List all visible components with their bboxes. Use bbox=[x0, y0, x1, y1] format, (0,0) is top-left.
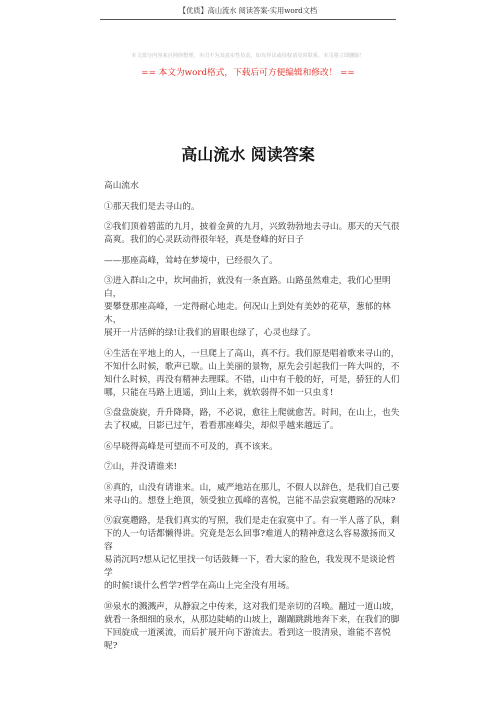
header-divider bbox=[100, 19, 396, 20]
paragraph-1: ①那天我们是去寻山的。 bbox=[104, 201, 200, 212]
format-notice: == 本文为word格式，下载后可方便编辑和修改！ == bbox=[141, 68, 355, 78]
document-title: 高山流水 阅读答案 bbox=[181, 145, 315, 164]
paragraph-9: ⑨寂寞趱路，是我们真实的写照，我们是走在寂寞中了。有一半人落了队，剩 下的人一句话都懒得讲。究竟是怎么回事?难道人的精神意这么容易激扬而又容 易消沉吗?想从记忆里找一句话鼓舞一下，看大家的脸色，我发现不是谈论哲学 的时候!谈什么哲学?哲学在高山上完全没有用场。 bbox=[104, 516, 400, 591]
paragraph-10: ⑩泉水的溅溅声，从静寂之中传来，这对我们是亲切的召唤。翻过一道山坡， 就看一条细细的泉水，从那边陡峭的山坡上，蹦蹦跳跳地奔下来，在我们的脚 下回旋成一道溪流，而后扩展开向下游流去。看到这一股清泉，谁能不喜悦呢? bbox=[104, 601, 400, 651]
article-body bbox=[104, 180, 400, 660]
paragraph-8: ⑧真的，山没有请谁来。山，威严地站在那儿，不假人以辞色，是我们自己要 来寻山的。想登上绝顶，领受独立孤峰的喜悦，岂能不品尝寂寞趱路的况味? bbox=[104, 482, 400, 506]
paragraph-4: ④生活在平地上的人，一旦爬上了高山，真不行。我们原是唱着歌来寻山的， 不知什么时候，歌声已歇。山上美丽的景物，原先会引起我们一阵大叫的，不 知什么时候，再没有精神去理睬。不错，山中有千般的好，可是，骄狂的人们 哪，只能在马路上逍遥，到山上来，就软弱得不如一只虫豸! bbox=[104, 348, 400, 398]
paragraph-3: ③进入群山之中，坎坷曲折，就没有一条直路。山路虽然难走，我们心里明白， 要攀登那座高峰，一定得耐心地走。何况山上到处有美妙的花草，葱郁的林木， 展开一片活鲜的绿!让我们的眉眼也绿了，心灵也绿了。 bbox=[104, 276, 391, 338]
disclaimer-text: 本文部分内容来自网络整理，本司不为其真实性负责，如有异议或侵权请及时联系，本司将立即删除！ bbox=[131, 53, 365, 59]
paragraph-heading: 高山流水 bbox=[104, 181, 139, 191]
paragraph-6: ⑥早晓得高峰是可望而不可及的，真不该来。 bbox=[104, 441, 278, 452]
paragraph-2-continued: ——那座高峰，耸峙在梦境中，已经很久了。 bbox=[104, 255, 278, 266]
page-header: 【优质】高山流水 阅读答案-实用word文档 bbox=[178, 6, 318, 15]
paragraph-7: ⑦山，并没请谁来! bbox=[104, 462, 177, 472]
paragraph-2: ②我们顶着碧蓝的九月，披着金黄的九月，兴致勃勃地去寻山。那天的天气很 高爽。我们的心灵跃动得很年轻，真是登峰的好日子 bbox=[104, 222, 400, 245]
paragraph-5: ⑤盘盘旋旋，升升降降，路，不必说，愈往上爬就愈苦。时间，在山上，也失 去了权威，日影已过午，看看那座峰尖，却似乎越来越远了。 bbox=[104, 408, 400, 431]
